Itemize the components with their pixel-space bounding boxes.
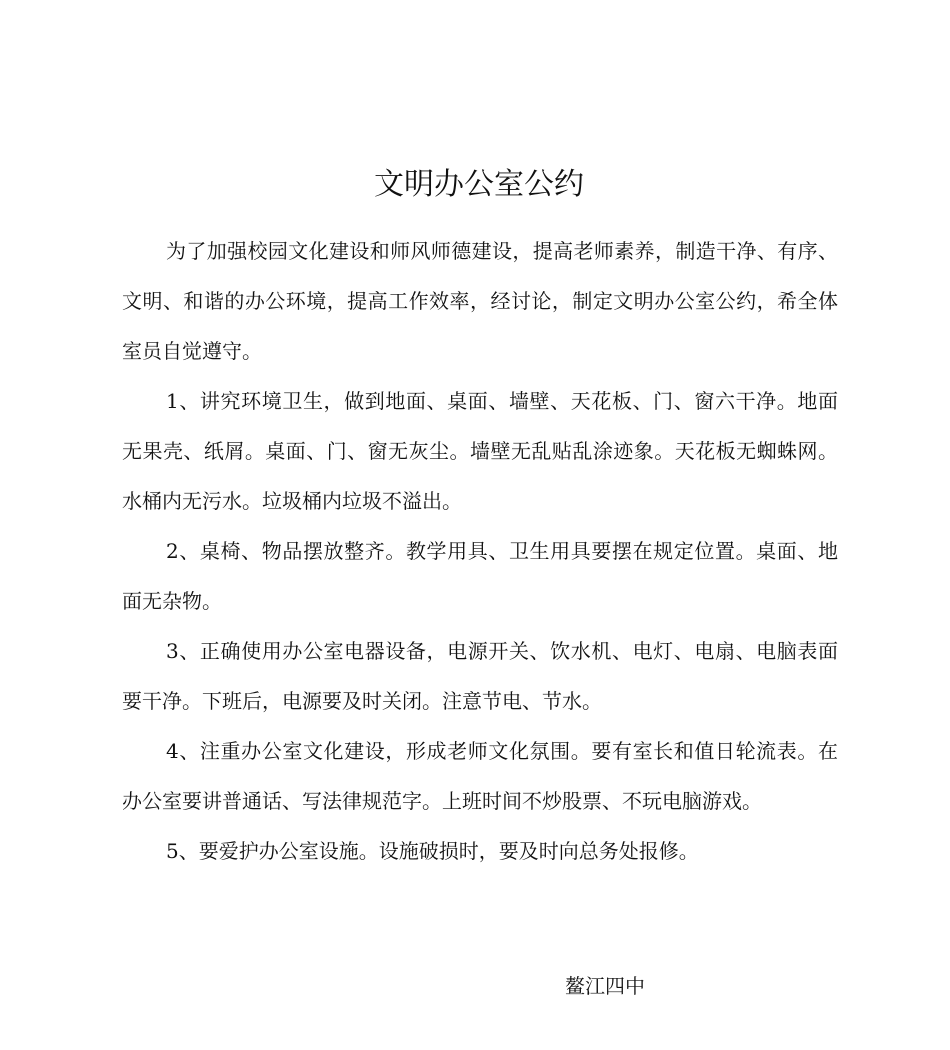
document-title: 文明办公室公约 xyxy=(374,167,584,202)
rule-2-paragraph: 2、桌椅、物品摆放整齐。教学用具、卫生用具要摆在规定位置。桌面、地面无杂物。 xyxy=(122,539,838,613)
rule-3-paragraph: 3、正确使用办公室电器设备，电源开关、饮水机、电灯、电扇、电脑表面要干净。下班后，电源要及时关闭。注意节电、节水。 xyxy=(122,639,838,713)
rule-1-paragraph: 1、讲究环境卫生，做到地面、桌面、墙壁、天花板、门、窗六干净。地面无果壳、纸屑。桌面、门、窗无灰尘。墙壁无乱贴乱涂迹象。天花板无蜘蛛网。水桶内无污水。垃圾桶内垃圾不溢出。 xyxy=(122,389,838,513)
document-body xyxy=(122,226,838,876)
rule-4-paragraph: 4、注重办公室文化建设，形成老师文化氛围。要有室长和值日轮流表。在办公室要讲普通话、写法律规范字。上班时间不炒股票、不玩电脑游戏。 xyxy=(122,739,838,813)
signature: 鳌江四中 xyxy=(565,974,645,998)
rule-5-paragraph: 5、要爱护办公室设施。设施破损时，要及时向总务处报修。 xyxy=(166,839,699,863)
intro-paragraph: 为了加强校园文化建设和师风师德建设，提高老师素养，制造干净、有序、文明、和谐的办公环境，提高工作效率，经讨论，制定文明办公室公约，希全体室员自觉遵守。 xyxy=(122,239,838,363)
